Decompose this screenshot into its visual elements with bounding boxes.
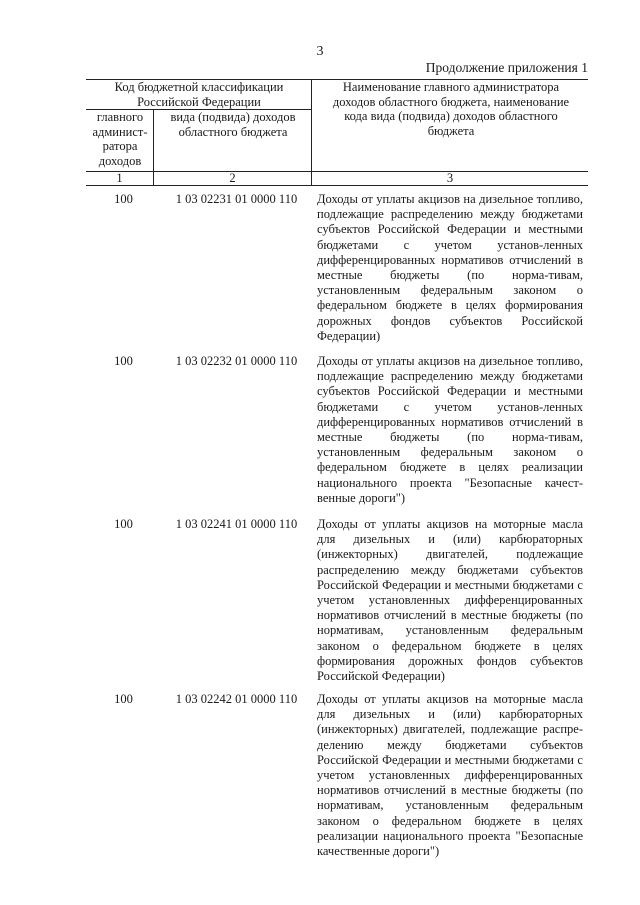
continuation-label: Продолжение приложения 1 <box>425 60 588 75</box>
income-code: 1 03 02231 01 0000 110 <box>175 192 298 206</box>
col3-number: 3 <box>446 171 454 185</box>
income-code: 1 03 02242 01 0000 110 <box>175 692 298 706</box>
col-divider-2 <box>311 79 312 186</box>
income-name: Доходы от уплаты акцизов на дизельное топливо, подлежащие распределению между бюджетами субъектов Российской Федерации и местными бюджетами с учетом установ-ленных дифференцированных нормативов отчислений в местные бюджеты (по норма-тивам, установленным федеральным законом о федеральном бюджете в целях формирования дорожных фондов субъектов Российской Федерации) <box>317 192 583 343</box>
income-name: Доходы от уплаты акцизов на дизельное топливо, подлежащие распределению между бюджетами субъектов Российской Федерации и местными бюджетами с учетом установ-ленных дифференцированных нормативов отчислений в местные бюджеты (по норма-тивам, установленным федеральным законом о федеральном бюджете в целях реализации национального проекта "Безопасные качест-венные дороги") <box>317 354 583 505</box>
income-code: 1 03 02232 01 0000 110 <box>175 354 298 368</box>
kbk-group-title: Код бюджетной классификации Российской Федерации <box>114 80 284 109</box>
admin-code: 100 <box>114 354 133 368</box>
income-name: Доходы от уплаты акцизов на моторные масла для дизельных и (или) карбюраторных (инжекторных) двигателей, подлежащие распре-делению между бюджетами субъектов Российской Федерации и местными бюджетами с учетом установленных дифференцированных нормативов отчислений в местные бюджеты (по нормативам, установленным федеральным законом о федеральном бюджете в целях реализации национального проекта "Безопасные качественные дороги") <box>317 692 583 859</box>
income-code: 1 03 02241 01 0000 110 <box>175 517 298 531</box>
col3-title: Наименование главного администратора доходов областного бюджета, наименование кода вида (подвида) доходов областного бюджета <box>332 80 570 138</box>
admin-code: 100 <box>114 192 133 206</box>
admin-code: 100 <box>114 517 133 531</box>
table-header <box>86 79 588 186</box>
income-name: Доходы от уплаты акцизов на моторные масла для дизельных и (или) карбюраторных (инжекторных) двигателей, подлежащие распределению между бюджетами субъектов Российской Федерации и местными бюджетами с учетом установленных дифференцированных нормативов отчислений в местные бюджеты (по нормативам, установленным федеральным законом о федеральном бюджете в целях формирования дорожных фондов субъектов Российской Федерации) <box>317 517 583 684</box>
col2-number: 2 <box>229 171 236 185</box>
col1-title: главного админист-ратора доходов <box>92 110 148 168</box>
admin-code: 100 <box>114 692 133 706</box>
page-number: 3 <box>316 44 324 59</box>
col2-title: вида (подвида) доходов областного бюджета <box>170 110 296 139</box>
col1-number: 1 <box>116 171 123 185</box>
